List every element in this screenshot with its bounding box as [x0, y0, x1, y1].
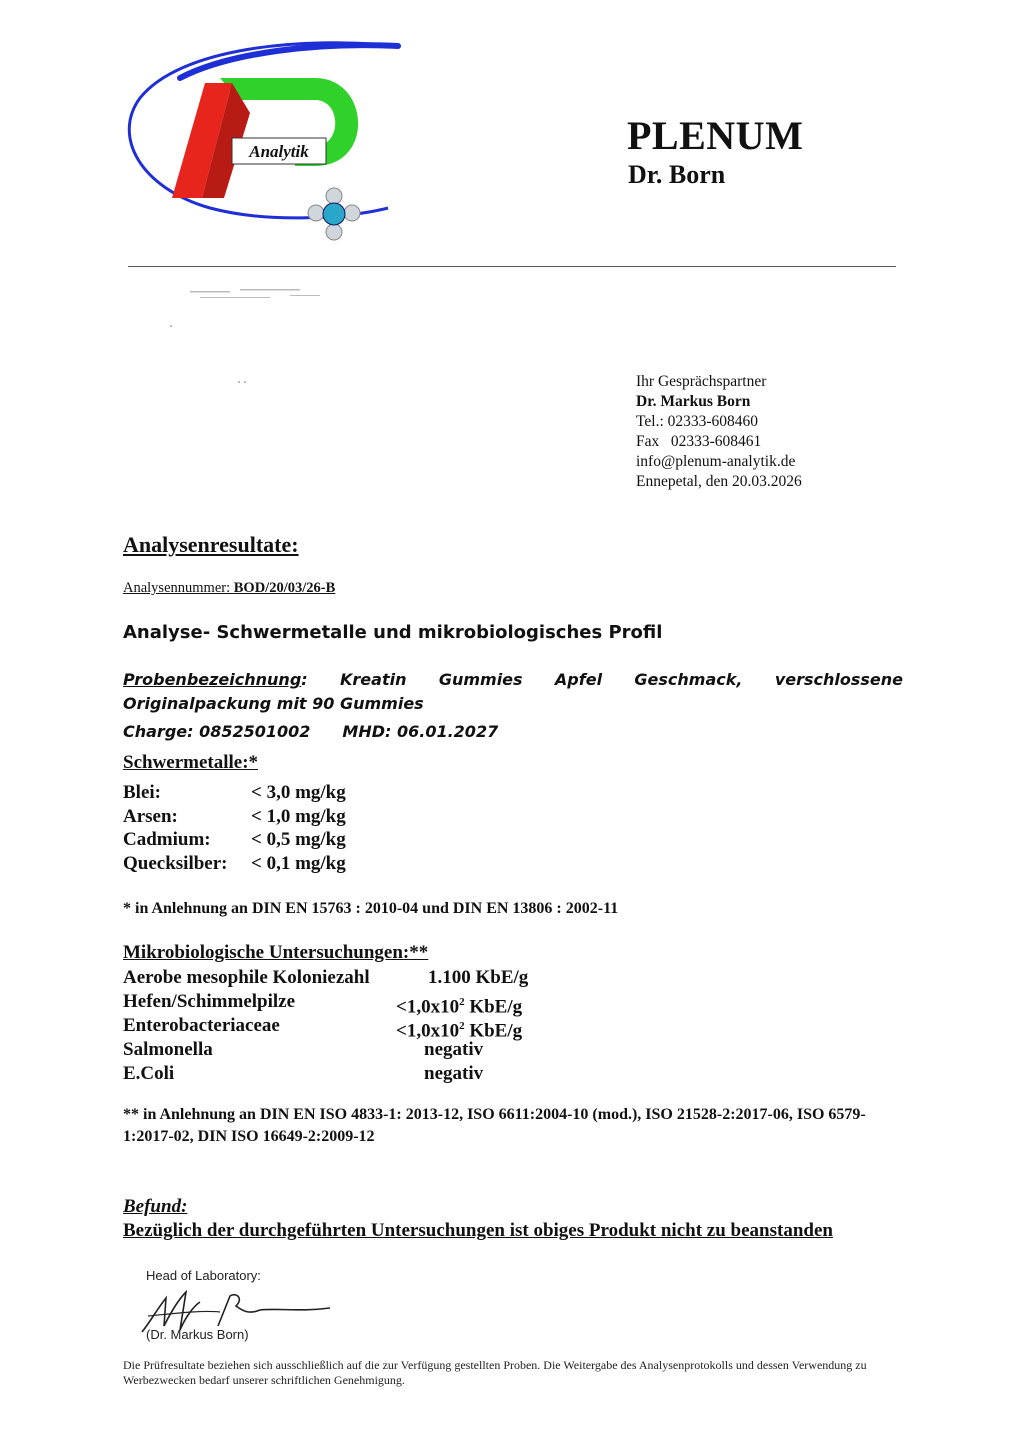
micro-heading: Mikrobiologische Untersuchungen:** — [123, 942, 429, 963]
results-heading: Analysenresultate: — [123, 532, 299, 557]
heavy-metals-heading: Schwermetalle:* — [123, 752, 259, 773]
logo-text: Analytik — [249, 142, 309, 161]
sample-label: Probenbezeichnung — [123, 670, 302, 689]
micro-value — [428, 966, 528, 990]
footer-disclaimer: Die Prüfresultate beziehen sich ausschließlich auf die zur Verfügung gestellten Proben. Die Weitergabe des Analysenprotokolls und dessen Verwendung zu Werbezwecken bedarf unserer schriftlichen Genehmigung. — [123, 1358, 867, 1387]
micro-value — [424, 1062, 483, 1086]
micro-exponent: 2 — [459, 996, 465, 1008]
scan-specks — [160, 285, 360, 395]
contact-block — [636, 372, 802, 492]
place-date: Ennepetal, den 20.03.2026 — [636, 473, 802, 490]
befund-text: Bezüglich der durchgeführten Untersuchungen ist obiges Produkt nicht zu beanstanden — [123, 1220, 833, 1241]
micro-value — [424, 1038, 483, 1062]
sample-description — [123, 668, 903, 716]
micro-name: Enterobacteriaceae — [123, 1015, 280, 1036]
metal-value: < 3,0 mg/kg — [251, 782, 346, 803]
befund-heading: Befund: — [123, 1196, 188, 1217]
micro-value-text: negativ — [424, 1039, 484, 1060]
sample-text: : Kreatin Gummies Apfel Geschmack, verschlossene Originalpackung mit 90 Gummies — [123, 670, 903, 713]
micro-value-text: 1.100 KbE/g — [428, 967, 529, 988]
micro-name: Salmonella — [123, 1039, 213, 1060]
brand-subtitle: Dr. Born — [628, 160, 726, 189]
contact-intro: Ihr Gesprächspartner — [636, 373, 767, 390]
metal-value: < 1,0 mg/kg — [251, 805, 346, 827]
micro-name: Hefen/Schimmelpilze — [123, 991, 296, 1012]
heavy-metals-footnote: * in Anlehnung an DIN EN 15763 : 2010-04 und DIN EN 13806 : 2002-11 — [123, 900, 619, 917]
header-divider — [128, 266, 896, 267]
metal-name: Arsen: — [123, 805, 178, 827]
metal-value: < 0,1 mg/kg — [251, 852, 346, 874]
metal-value: < 0,5 mg/kg — [251, 829, 346, 850]
analysis-number — [123, 580, 335, 597]
micro-exponent: 2 — [459, 1020, 465, 1032]
best-before: MHD: 06.01.2027 — [342, 722, 499, 741]
micro-footnote: ** in Anlehnung an DIN EN ISO 4833-1: 2013-12, ISO 6611:2004-10 (mod.), ISO 21528-2:2017-06, ISO 6579-1:2017-02, DIN ISO 16649-2:2009-12 — [123, 1106, 866, 1145]
contact-email[interactable]: info@plenum-analytik.de — [636, 453, 796, 470]
metal-name: Cadmium: — [123, 829, 211, 850]
brand-name: PLENUM — [627, 113, 804, 158]
signer-name: (Dr. Markus Born) — [146, 1327, 249, 1342]
micro-value-text: negativ — [424, 1063, 484, 1084]
analysis-number-label: Analysennummer: — [123, 580, 234, 596]
micro-unit: KbE/g — [464, 996, 523, 1018]
metal-name: Quecksilber: — [123, 852, 228, 874]
contact-name: Dr. Markus Born — [636, 393, 751, 410]
micro-name: Aerobe mesophile Koloniezahl — [123, 967, 370, 988]
head-of-lab-label: Head of Laboratory: — [146, 1268, 261, 1283]
micro-value-text: <1,0x10 — [396, 1020, 460, 1042]
batch-info — [123, 722, 498, 741]
metal-name: Blei: — [123, 782, 161, 803]
micro-value-text: <1,0x10 — [396, 996, 460, 1018]
contact-phone: Tel.: 02333-608460 — [636, 413, 759, 430]
plenum-analytik-logo — [120, 38, 410, 248]
micro-name: E.Coli — [123, 1063, 175, 1084]
contact-fax: Fax 02333-608461 — [636, 433, 762, 450]
analysis-number-value: BOD/20/03/26-B — [233, 580, 336, 596]
micro-unit: KbE/g — [464, 1020, 523, 1042]
charge-number: Charge: 0852501002 — [123, 722, 311, 741]
analysis-title: Analyse- Schwermetalle und mikrobiologisches Profil — [123, 622, 663, 643]
